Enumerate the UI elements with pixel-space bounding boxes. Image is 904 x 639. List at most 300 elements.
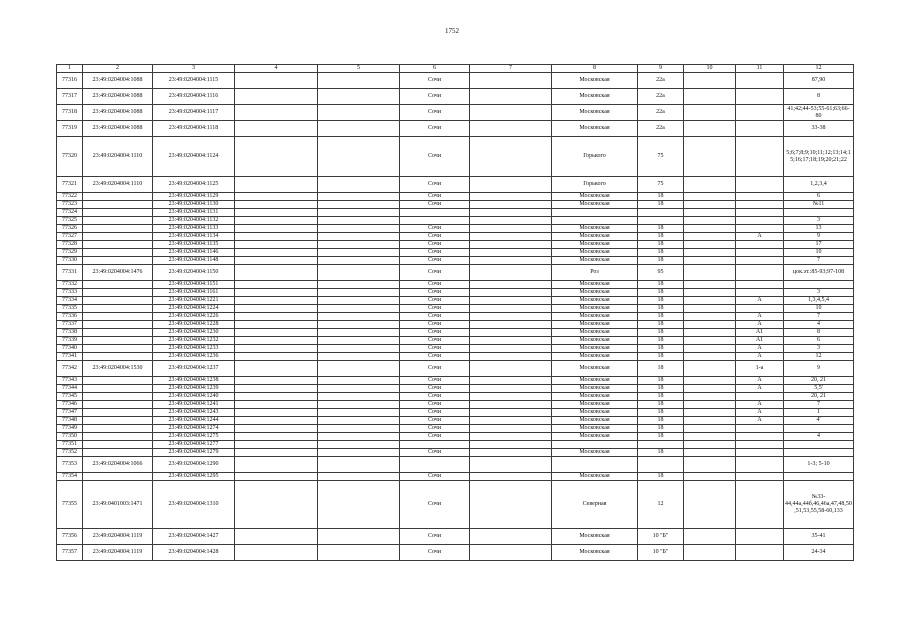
table-cell-col-10 bbox=[684, 401, 736, 409]
table-cell-col-8: Московская bbox=[552, 225, 638, 233]
table-cell-col-4 bbox=[235, 313, 318, 321]
table-cell-col-11 bbox=[736, 449, 784, 457]
table-cell-col-10 bbox=[684, 305, 736, 313]
table-cell-col-2 bbox=[83, 393, 153, 401]
table-row bbox=[57, 313, 854, 321]
table-cell-col-11 bbox=[736, 281, 784, 289]
table-cell-col-12 bbox=[784, 425, 854, 433]
table-cell-col-4 bbox=[235, 105, 318, 121]
table-cell-col-8: Московская bbox=[552, 529, 638, 545]
table-cell-col-9: 18 bbox=[638, 193, 684, 201]
table-cell-col-8 bbox=[552, 441, 638, 449]
table-cell-col-4 bbox=[235, 337, 318, 345]
table-cell-col-4 bbox=[235, 217, 318, 225]
table-cell-col-1: 77325 bbox=[57, 217, 83, 225]
table-cell-col-10 bbox=[684, 289, 736, 297]
table-cell-col-12: 6 bbox=[784, 193, 854, 201]
table-cell-col-3: 23:49:0204004:1310 bbox=[153, 481, 235, 529]
table-cell-col-10 bbox=[684, 209, 736, 217]
table-cell-col-10 bbox=[684, 257, 736, 265]
table-cell-col-4 bbox=[235, 361, 318, 377]
table-cell-col-8: Московская bbox=[552, 361, 638, 377]
table-cell-col-8: Московская bbox=[552, 249, 638, 257]
table-cell-col-12: 13 bbox=[784, 225, 854, 233]
table-cell-col-3: 23:49:0204004:1135 bbox=[153, 241, 235, 249]
table-cell-col-12: 7 bbox=[784, 401, 854, 409]
table-cell-col-5 bbox=[318, 473, 400, 481]
table-cell-col-8: Московская bbox=[552, 313, 638, 321]
table-cell-col-12: 8 bbox=[784, 329, 854, 337]
column-header-5: 5 bbox=[318, 65, 400, 73]
table-cell-col-2 bbox=[83, 337, 153, 345]
table-cell-col-12: 12 bbox=[784, 353, 854, 361]
table-cell-col-10 bbox=[684, 449, 736, 457]
table-cell-col-9: 18 bbox=[638, 225, 684, 233]
table-cell-col-6: Сочи bbox=[400, 321, 470, 329]
table-cell-col-6: Сочи bbox=[400, 433, 470, 441]
table-cell-col-12: 20, 21 bbox=[784, 393, 854, 401]
table-cell-col-11 bbox=[736, 545, 784, 561]
table-row bbox=[57, 209, 854, 217]
table-cell-col-2 bbox=[83, 241, 153, 249]
table-cell-col-5 bbox=[318, 401, 400, 409]
table-cell-col-7 bbox=[470, 353, 552, 361]
table-cell-col-10 bbox=[684, 433, 736, 441]
table-cell-col-7 bbox=[470, 73, 552, 89]
table-cell-col-2 bbox=[83, 425, 153, 433]
table-cell-col-6: Сочи bbox=[400, 73, 470, 89]
column-header-4: 4 bbox=[235, 65, 318, 73]
table-cell-col-5 bbox=[318, 449, 400, 457]
table-cell-col-2: 23:49:0204004:1088 bbox=[83, 73, 153, 89]
table-cell-col-8: Московская bbox=[552, 289, 638, 297]
table-row bbox=[57, 425, 854, 433]
table-cell-col-6: Сочи bbox=[400, 177, 470, 193]
column-header-10: 10 bbox=[684, 65, 736, 73]
table-cell-col-4 bbox=[235, 401, 318, 409]
table-cell-col-10 bbox=[684, 321, 736, 329]
table-cell-col-10 bbox=[684, 193, 736, 201]
table-row bbox=[57, 89, 854, 105]
table-cell-col-1: 77356 bbox=[57, 529, 83, 545]
table-cell-col-8: Северная bbox=[552, 481, 638, 529]
table-row bbox=[57, 353, 854, 361]
table-cell-col-5 bbox=[318, 225, 400, 233]
table-cell-col-9: 18 bbox=[638, 401, 684, 409]
column-header-2: 2 bbox=[83, 65, 153, 73]
table-cell-col-1: 77355 bbox=[57, 481, 83, 529]
table-cell-col-8: Московская bbox=[552, 281, 638, 289]
table-cell-col-5 bbox=[318, 457, 400, 473]
table-cell-col-4 bbox=[235, 473, 318, 481]
table-cell-col-6 bbox=[400, 209, 470, 217]
table-cell-col-3: 23:49:0204004:1237 bbox=[153, 361, 235, 377]
table-cell-col-4 bbox=[235, 329, 318, 337]
table-cell-col-6: Сочи bbox=[400, 89, 470, 105]
table-cell-col-6: Сочи bbox=[400, 353, 470, 361]
table-cell-col-11: А bbox=[736, 345, 784, 353]
table-cell-col-9: 18 bbox=[638, 297, 684, 305]
table-cell-col-4 bbox=[235, 121, 318, 137]
table-cell-col-2: 23:49:0204004:1088 bbox=[83, 121, 153, 137]
table-cell-col-10 bbox=[684, 137, 736, 177]
table-cell-col-1: 77341 bbox=[57, 353, 83, 361]
table-cell-col-5 bbox=[318, 257, 400, 265]
table-row bbox=[57, 409, 854, 417]
table-row bbox=[57, 265, 854, 281]
table-cell-col-10 bbox=[684, 241, 736, 249]
table-cell-col-9: 18 bbox=[638, 345, 684, 353]
table-cell-col-3: 23:49:0204004:1129 bbox=[153, 193, 235, 201]
table-cell-col-7 bbox=[470, 305, 552, 313]
table-cell-col-1: 77338 bbox=[57, 329, 83, 337]
table-cell-col-5 bbox=[318, 329, 400, 337]
table-cell-col-12: №33-44,44а,44б,46,46а,47,48,50,51,53,55,58-60,133 bbox=[784, 481, 854, 529]
table-cell-col-4 bbox=[235, 209, 318, 217]
table-cell-col-7 bbox=[470, 313, 552, 321]
table-cell-col-4 bbox=[235, 177, 318, 193]
table-cell-col-7 bbox=[470, 297, 552, 305]
table-cell-col-1: 77331 bbox=[57, 265, 83, 281]
table-cell-col-12: 8 bbox=[784, 89, 854, 105]
table-cell-col-1: 77339 bbox=[57, 337, 83, 345]
table-cell-col-12: 24-34 bbox=[784, 545, 854, 561]
table-cell-col-3: 23:49:0204004:1274 bbox=[153, 425, 235, 433]
table-cell-col-10 bbox=[684, 233, 736, 241]
table-row bbox=[57, 241, 854, 249]
table-cell-col-11 bbox=[736, 105, 784, 121]
table-cell-col-8: Горького bbox=[552, 137, 638, 177]
table-cell-col-5 bbox=[318, 193, 400, 201]
table-cell-col-4 bbox=[235, 353, 318, 361]
table-cell-col-11: А bbox=[736, 409, 784, 417]
table-cell-col-11 bbox=[736, 481, 784, 529]
table-cell-col-1: 77347 bbox=[57, 409, 83, 417]
table-row bbox=[57, 137, 854, 177]
table-cell-col-6: Сочи bbox=[400, 529, 470, 545]
table-cell-col-1: 77332 bbox=[57, 281, 83, 289]
table-cell-col-12: 17 bbox=[784, 241, 854, 249]
table-cell-col-1: 77357 bbox=[57, 545, 83, 561]
table-row bbox=[57, 433, 854, 441]
table-cell-col-8: Роз bbox=[552, 265, 638, 281]
table-cell-col-5 bbox=[318, 233, 400, 241]
table-cell-col-7 bbox=[470, 337, 552, 345]
table-cell-col-4 bbox=[235, 89, 318, 105]
table-cell-col-11 bbox=[736, 441, 784, 449]
table-cell-col-7 bbox=[470, 401, 552, 409]
table-cell-col-6: Сочи bbox=[400, 233, 470, 241]
table-cell-col-10 bbox=[684, 121, 736, 137]
table-row bbox=[57, 377, 854, 385]
table-cell-col-3: 23:49:0204004:1224 bbox=[153, 305, 235, 313]
table-cell-col-12 bbox=[784, 449, 854, 457]
table-cell-col-5 bbox=[318, 265, 400, 281]
table-cell-col-6 bbox=[400, 441, 470, 449]
table-cell-col-5 bbox=[318, 289, 400, 297]
table-cell-col-10 bbox=[684, 353, 736, 361]
table-cell-col-1: 77323 bbox=[57, 201, 83, 209]
table-cell-col-2: 23:49:0204004:1088 bbox=[83, 105, 153, 121]
table-cell-col-10 bbox=[684, 177, 736, 193]
table-cell-col-9: 18 bbox=[638, 305, 684, 313]
table-cell-col-6: Сочи bbox=[400, 265, 470, 281]
table-cell-col-1: 77327 bbox=[57, 233, 83, 241]
table-row bbox=[57, 105, 854, 121]
table-cell-col-8: Московская bbox=[552, 425, 638, 433]
table-cell-col-11: А bbox=[736, 377, 784, 385]
table-cell-col-5 bbox=[318, 177, 400, 193]
table-cell-col-8: Горького bbox=[552, 177, 638, 193]
table-cell-col-3: 23:49:0204004:1232 bbox=[153, 337, 235, 345]
table-cell-col-9: 18 bbox=[638, 393, 684, 401]
table-cell-col-11: А bbox=[736, 233, 784, 241]
table-cell-col-7 bbox=[470, 249, 552, 257]
table-cell-col-3: 23:49:0204004:1131 bbox=[153, 209, 235, 217]
table-cell-col-6: Сочи bbox=[400, 257, 470, 265]
table-cell-col-10 bbox=[684, 481, 736, 529]
table-cell-col-5 bbox=[318, 441, 400, 449]
table-cell-col-3: 23:49:0204004:1146 bbox=[153, 249, 235, 257]
table-cell-col-9: 18 bbox=[638, 417, 684, 425]
table-cell-col-11 bbox=[736, 305, 784, 313]
table-cell-col-8 bbox=[552, 209, 638, 217]
register-table bbox=[56, 64, 854, 561]
table-cell-col-10 bbox=[684, 345, 736, 353]
table-row bbox=[57, 257, 854, 265]
table-cell-col-4 bbox=[235, 289, 318, 297]
table-cell-col-11 bbox=[736, 89, 784, 105]
table-cell-col-9: 18 bbox=[638, 425, 684, 433]
table-cell-col-12: 10 bbox=[784, 249, 854, 257]
table-cell-col-9: 22а bbox=[638, 73, 684, 89]
table-cell-col-5 bbox=[318, 105, 400, 121]
table-cell-col-10 bbox=[684, 385, 736, 393]
table-cell-col-5 bbox=[318, 73, 400, 89]
table-row bbox=[57, 249, 854, 257]
table-cell-col-3: 23:49:0204004:1238 bbox=[153, 377, 235, 385]
table-cell-col-1: 77322 bbox=[57, 193, 83, 201]
table-cell-col-1: 77334 bbox=[57, 297, 83, 305]
table-cell-col-3: 23:49:0204004:1244 bbox=[153, 417, 235, 425]
table-cell-col-12: 5;6;7;8;9;10;11;12;13;14;15;16;17;18;19;20;21;22 bbox=[784, 137, 854, 177]
table-cell-col-5 bbox=[318, 433, 400, 441]
table-cell-col-12 bbox=[784, 473, 854, 481]
table-cell-col-2 bbox=[83, 441, 153, 449]
table-cell-col-6: Сочи bbox=[400, 297, 470, 305]
table-cell-col-1: 77335 bbox=[57, 305, 83, 313]
table-cell-col-11 bbox=[736, 121, 784, 137]
table-cell-col-12: 9 bbox=[784, 361, 854, 377]
table-cell-col-8: Московская bbox=[552, 433, 638, 441]
table-cell-col-8: Московская bbox=[552, 89, 638, 105]
table-cell-col-4 bbox=[235, 417, 318, 425]
table-cell-col-3: 23:49:0204004:1228 bbox=[153, 321, 235, 329]
table-cell-col-6: Сочи bbox=[400, 401, 470, 409]
table-cell-col-9: 12 bbox=[638, 481, 684, 529]
table-cell-col-9: 18 bbox=[638, 281, 684, 289]
table-cell-col-9: 18 bbox=[638, 473, 684, 481]
table-cell-col-11 bbox=[736, 225, 784, 233]
table-row bbox=[57, 193, 854, 201]
table-cell-col-10 bbox=[684, 473, 736, 481]
table-cell-col-2 bbox=[83, 217, 153, 225]
table-cell-col-12: 41;42;44-53;55-61;63;66-80 bbox=[784, 105, 854, 121]
table-cell-col-6: Сочи bbox=[400, 241, 470, 249]
table-cell-col-6: Сочи bbox=[400, 545, 470, 561]
table-cell-col-7 bbox=[470, 89, 552, 105]
table-cell-col-12: 7 bbox=[784, 313, 854, 321]
table-cell-col-5 bbox=[318, 481, 400, 529]
table-cell-col-7 bbox=[470, 121, 552, 137]
table-cell-col-3: 23:49:0204004:1117 bbox=[153, 105, 235, 121]
table-cell-col-9: 18 bbox=[638, 361, 684, 377]
table-cell-col-6: Сочи bbox=[400, 425, 470, 433]
table-cell-col-3: 23:49:0204004:1115 bbox=[153, 73, 235, 89]
column-header-12: 12 bbox=[784, 65, 854, 73]
table-cell-col-1: 77324 bbox=[57, 209, 83, 217]
table-cell-col-12 bbox=[784, 209, 854, 217]
table-cell-col-12: 4 bbox=[784, 433, 854, 441]
table-cell-col-10 bbox=[684, 217, 736, 225]
table-cell-col-4 bbox=[235, 449, 318, 457]
table-cell-col-3: 23:49:0204004:1161 bbox=[153, 289, 235, 297]
table-cell-col-7 bbox=[470, 345, 552, 353]
table-cell-col-2: 23:49:0204004:1110 bbox=[83, 137, 153, 177]
table-cell-col-6: Сочи bbox=[400, 473, 470, 481]
table-cell-col-6: Сочи bbox=[400, 121, 470, 137]
column-header-6: 6 bbox=[400, 65, 470, 73]
table-cell-col-1: 77337 bbox=[57, 321, 83, 329]
table-body bbox=[57, 65, 854, 561]
table-cell-col-7 bbox=[470, 233, 552, 241]
table-cell-col-6: Сочи bbox=[400, 329, 470, 337]
table-cell-col-9: 18 bbox=[638, 329, 684, 337]
table-cell-col-11 bbox=[736, 529, 784, 545]
table-cell-col-12: 33-38 bbox=[784, 121, 854, 137]
table-cell-col-6: Сочи bbox=[400, 313, 470, 321]
table-cell-col-1: 77320 bbox=[57, 137, 83, 177]
table-cell-col-3: 23:49:0204004:1221 bbox=[153, 297, 235, 305]
table-cell-col-9 bbox=[638, 457, 684, 473]
table-cell-col-9: 18 bbox=[638, 385, 684, 393]
table-cell-col-1: 77328 bbox=[57, 241, 83, 249]
table-cell-col-6: Сочи bbox=[400, 377, 470, 385]
table-cell-col-9 bbox=[638, 441, 684, 449]
table-cell-col-8 bbox=[552, 217, 638, 225]
table-cell-col-6: Сочи bbox=[400, 361, 470, 377]
table-cell-col-9: 10 "Б" bbox=[638, 529, 684, 545]
table-cell-col-10 bbox=[684, 105, 736, 121]
table-cell-col-8: Московская bbox=[552, 545, 638, 561]
table-cell-col-8: Московская bbox=[552, 233, 638, 241]
table-row bbox=[57, 361, 854, 377]
table-cell-col-12: №11 bbox=[784, 201, 854, 209]
table-cell-col-12: 1,3,4,5,4 bbox=[784, 297, 854, 305]
table-row bbox=[57, 217, 854, 225]
table-cell-col-11 bbox=[736, 265, 784, 281]
table-cell-col-3: 23:49:0204004:1118 bbox=[153, 121, 235, 137]
table-cell-col-7 bbox=[470, 377, 552, 385]
table-cell-col-3: 23:49:0204004:1134 bbox=[153, 233, 235, 241]
table-cell-col-2: 23:49:0401003:1471 bbox=[83, 481, 153, 529]
table-cell-col-11 bbox=[736, 73, 784, 89]
table-cell-col-2 bbox=[83, 385, 153, 393]
table-cell-col-11 bbox=[736, 217, 784, 225]
table-row bbox=[57, 225, 854, 233]
table-cell-col-4 bbox=[235, 433, 318, 441]
table-cell-col-3: 23:49:0204004:1132 bbox=[153, 217, 235, 225]
table-cell-col-3: 23:49:0204004:1150 bbox=[153, 265, 235, 281]
table-cell-col-10 bbox=[684, 441, 736, 449]
table-cell-col-4 bbox=[235, 457, 318, 473]
table-cell-col-12: 3 bbox=[784, 217, 854, 225]
table-cell-col-3: 23:49:0204004:1230 bbox=[153, 329, 235, 337]
table-cell-col-8: Московская bbox=[552, 257, 638, 265]
table-cell-col-9 bbox=[638, 209, 684, 217]
table-cell-col-6: Сочи bbox=[400, 393, 470, 401]
table-cell-col-8 bbox=[552, 457, 638, 473]
table-cell-col-5 bbox=[318, 393, 400, 401]
table-cell-col-7 bbox=[470, 393, 552, 401]
table-cell-col-5 bbox=[318, 313, 400, 321]
table-cell-col-7 bbox=[470, 209, 552, 217]
table-cell-col-9: 18 bbox=[638, 249, 684, 257]
table-cell-col-5 bbox=[318, 281, 400, 289]
table-cell-col-5 bbox=[318, 337, 400, 345]
table-cell-col-7 bbox=[470, 385, 552, 393]
table-cell-col-6: Сочи bbox=[400, 225, 470, 233]
table-cell-col-7 bbox=[470, 545, 552, 561]
table-cell-col-2 bbox=[83, 305, 153, 313]
table-cell-col-12: 4 bbox=[784, 321, 854, 329]
table-cell-col-10 bbox=[684, 297, 736, 305]
table-cell-col-9: 18 bbox=[638, 233, 684, 241]
table-cell-col-8: Московская bbox=[552, 417, 638, 425]
table-cell-col-6: Сочи bbox=[400, 305, 470, 313]
table-cell-col-7 bbox=[470, 449, 552, 457]
table-row bbox=[57, 329, 854, 337]
table-cell-col-7 bbox=[470, 457, 552, 473]
table-cell-col-1: 77345 bbox=[57, 393, 83, 401]
table-cell-col-10 bbox=[684, 73, 736, 89]
table-cell-col-11 bbox=[736, 249, 784, 257]
table-cell-col-4 bbox=[235, 281, 318, 289]
table-cell-col-3: 23:49:0204004:1236 bbox=[153, 353, 235, 361]
table-row bbox=[57, 385, 854, 393]
table-cell-col-10 bbox=[684, 201, 736, 209]
table-cell-col-12: 9 bbox=[784, 233, 854, 241]
table-cell-col-9: 18 bbox=[638, 353, 684, 361]
table-cell-col-4 bbox=[235, 545, 318, 561]
table-cell-col-8: Московская bbox=[552, 401, 638, 409]
table-cell-col-10 bbox=[684, 361, 736, 377]
table-cell-col-3: 23:49:0204004:1125 bbox=[153, 177, 235, 193]
table-cell-col-3: 23:49:0204004:1116 bbox=[153, 89, 235, 105]
table-cell-col-1: 77340 bbox=[57, 345, 83, 353]
table-row bbox=[57, 545, 854, 561]
table-cell-col-3: 23:49:0204004:1151 bbox=[153, 281, 235, 289]
table-cell-col-10 bbox=[684, 457, 736, 473]
table-cell-col-12: 20, 21 bbox=[784, 377, 854, 385]
table-row bbox=[57, 297, 854, 305]
table-cell-col-12: 1,2,3,4 bbox=[784, 177, 854, 193]
table-cell-col-4 bbox=[235, 73, 318, 89]
table-cell-col-3: 23:49:0204004:1239 bbox=[153, 385, 235, 393]
table-cell-col-2: 23:49:0204004:1476 bbox=[83, 265, 153, 281]
table-row bbox=[57, 121, 854, 137]
table-cell-col-1: 77348 bbox=[57, 417, 83, 425]
